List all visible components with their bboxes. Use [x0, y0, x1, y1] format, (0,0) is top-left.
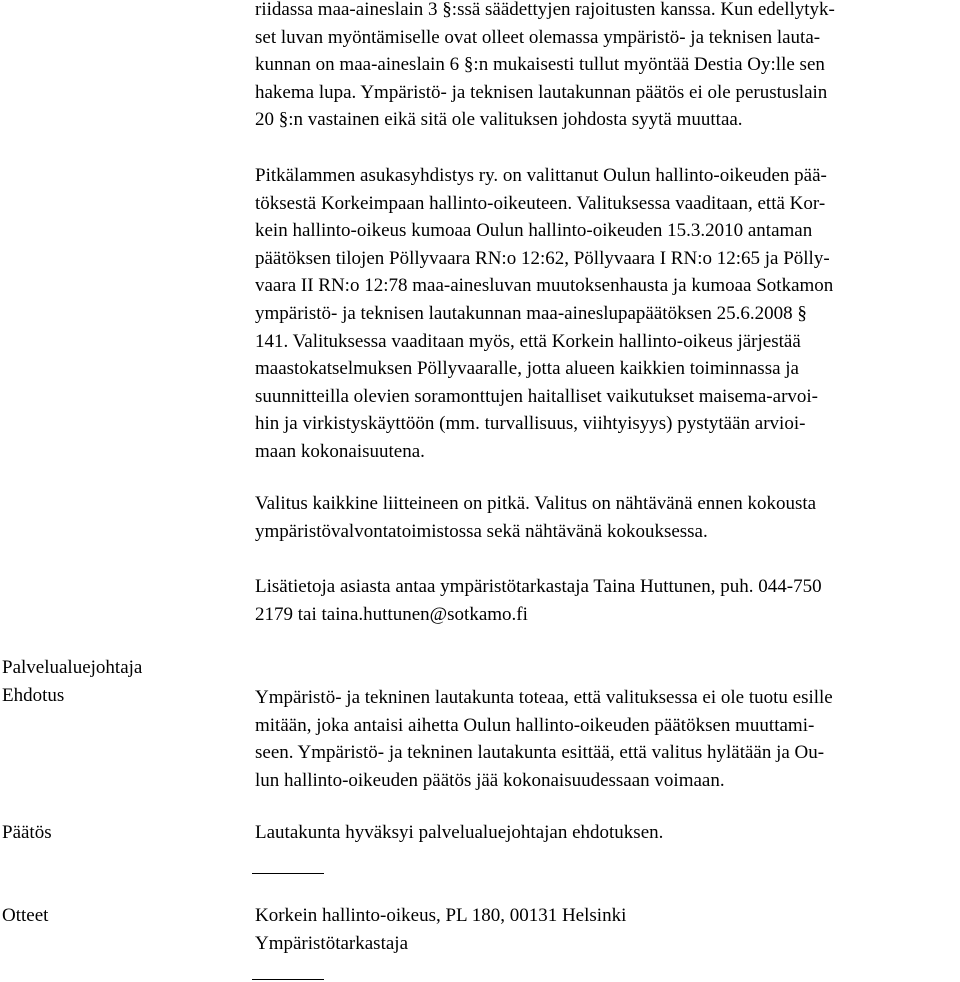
text-line: mitään, joka antaisi aihetta Oulun hallinto-oikeuden päätöksen muuttami- — [255, 714, 815, 736]
text-line: kein hallinto-oikeus kumoaa Oulun hallinto-oikeuden 15.3.2010 antaman — [255, 220, 813, 242]
divider-line — [252, 979, 324, 980]
proposal-label — [2, 654, 242, 709]
text-line: ympäristövalvontatoimistossa sekä nähtävänä kokouksessa. — [255, 520, 708, 542]
text-line: suunnitteilla olevien soramonttujen haitalliset vaikutukset maisema-arvoi- — [255, 385, 818, 407]
recipient-line: Korkein hallinto-oikeus, PL 180, 00131 Helsinki — [255, 905, 627, 926]
text-line: Lisätietoja asiasta antaa ympäristötarkastaja Taina Huttunen, puh. 044-750 — [255, 576, 822, 597]
text-line: maan kokonaisuutena. — [255, 440, 425, 462]
text-line: Pitkälammen asukasyhdistys ry. on valittanut Oulun hallinto-oikeuden pää- — [255, 165, 827, 186]
proposal-label-role: Palvelualuejohtaja — [2, 657, 143, 678]
decision-label — [2, 819, 242, 847]
text-line: 20 §:n vastainen eikä sitä ole valituksen johdosta syytä muuttaa. — [255, 109, 743, 131]
decision-label-text: Päätös — [2, 822, 52, 843]
recipient-line: Ympäristötarkastaja — [255, 932, 409, 954]
text-line: hin ja virkistyskäyttöön (mm. turvallisuus, viihtyisyys) pystytään arvioi- — [255, 413, 806, 435]
text-line: seen. Ympäristö- ja tekninen lautakunta esittää, että valitus hylätään ja Ou- — [255, 742, 825, 764]
text-line: lun hallinto-oikeuden päätös jää kokonaisuudessaan voimaan. — [255, 769, 725, 791]
proposal-text — [255, 684, 955, 794]
proposal-label-title: Ehdotus — [2, 684, 65, 706]
paragraph-contact-info — [255, 573, 955, 628]
extracts-label — [2, 902, 242, 930]
text-line: Valitus kaikkine liitteineen on pitkä. Valitus on nähtävänä ennen kokousta — [255, 493, 817, 514]
text-line: 141. Valituksessa vaaditaan myös, että Korkein hallinto-oikeus järjestää — [255, 330, 801, 352]
extracts-recipients — [255, 902, 955, 957]
divider-line — [252, 873, 324, 874]
text-line: Lautakunta hyväksyi palvelualuejohtajan ehdotuksen. — [255, 822, 664, 843]
paragraph-appeal-availability — [255, 490, 955, 545]
text-line: töksestä Korkeimpaan hallinto-oikeuteen. Valituksessa vaaditaan, että Kor- — [255, 192, 826, 214]
decision-text — [255, 819, 955, 847]
paragraph-residents-appeal — [255, 162, 955, 466]
text-line: 2179 tai taina.huttunen@sotkamo.fi — [255, 603, 528, 625]
text-line: kunnan on maa-aineslain 6 §:n mukaisesti tullut myöntää Destia Oy:lle sen — [255, 54, 825, 76]
text-line: päätöksen tilojen Pöllyvaara RN:o 12:62, Pöllyvaara I RN:o 12:65 ja Pölly- — [255, 247, 830, 269]
text-line: set luvan myöntämiselle ovat olleet olemassa ympäristö- ja teknisen lauta- — [255, 26, 821, 48]
extracts-label-text: Otteet — [2, 905, 49, 926]
text-line: vaara II RN:o 12:78 maa-ainesluvan muutoksenhausta ja kumoaa Sotkamon — [255, 275, 834, 297]
text-line: hakema lupa. Ympäristö- ja teknisen lautakunnan päätös ei ole perustuslain — [255, 81, 828, 103]
paragraph-appeal-conclusion — [255, 0, 955, 134]
text-line: ympäristö- ja teknisen lautakunnan maa-aineslupapäätöksen 25.6.2008 § — [255, 302, 807, 324]
text-line: riidassa maa-aineslain 3 §:ssä säädettyjen rajoitusten kanssa. Kun edellytyk- — [255, 0, 835, 20]
text-line: maastokatselmuksen Pöllyvaaralle, jotta alueen kaikkien toiminnassa ja — [255, 358, 799, 380]
text-line: Ympäristö- ja tekninen lautakunta toteaa, että valituksessa ei ole tuotu esille — [255, 687, 833, 708]
